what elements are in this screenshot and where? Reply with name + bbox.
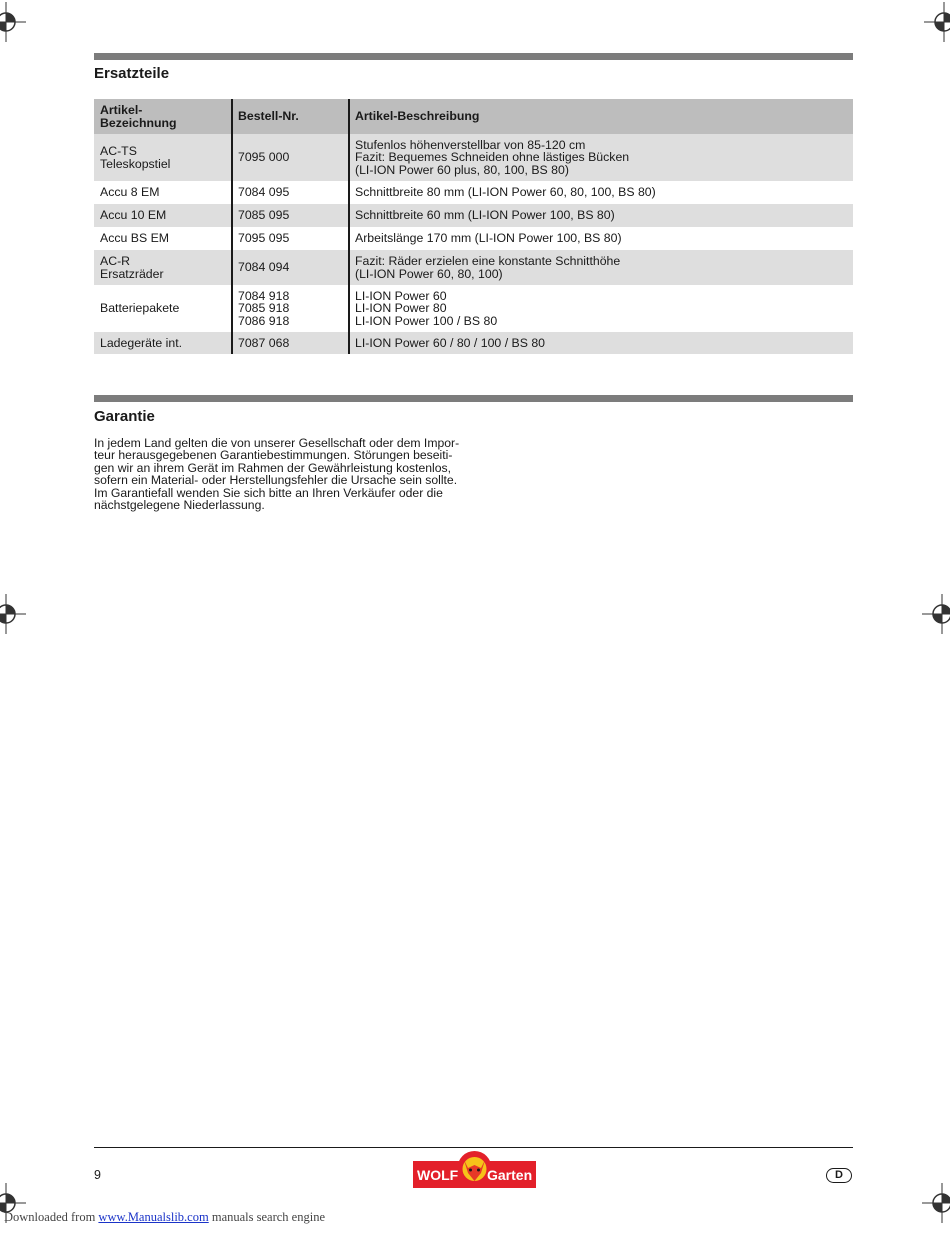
crop-mark-icon: [924, 2, 950, 42]
table-cell: 7084 095: [238, 185, 290, 200]
header-cell: Artikel- Bezeichnung: [100, 103, 177, 130]
table-header-row: [94, 99, 853, 134]
language-badge: D: [826, 1168, 852, 1183]
column-divider: [231, 99, 233, 354]
table-cell: AC-R Ersatzräder: [100, 254, 164, 281]
table-cell: 7095 095: [238, 231, 290, 246]
page-number: 9: [94, 1168, 101, 1182]
manualslib-link[interactable]: www.Manualslib.com: [98, 1210, 209, 1224]
header-cell: Bestell-Nr.: [238, 109, 299, 124]
table-cell: Batteriepakete: [100, 301, 180, 316]
table-cell: Ladegeräte int.: [100, 335, 183, 350]
table-cell: 7095 000: [238, 150, 290, 165]
crop-mark-icon: [0, 2, 26, 42]
table-cell: Schnittbreite 80 mm (LI-ION Power 60, 80, 100, BS 80): [355, 185, 656, 200]
column-divider: [348, 99, 350, 354]
table-row: [94, 134, 853, 181]
table-cell: Fazit: Räder erzielen eine konstante Schnitthöhe (LI-ION Power 60, 80, 100): [355, 254, 621, 281]
table-cell: Accu 8 EM: [100, 185, 160, 200]
crop-mark-icon: [922, 594, 950, 634]
table-cell: 7084 918 7085 918 7086 918: [238, 288, 290, 328]
logo-text-garten: Garten: [487, 1167, 533, 1183]
download-note: Downloaded from www.Manualslib.com manuals search engine: [4, 1210, 325, 1224]
ersatzteile-heading: Ersatzteile: [94, 65, 170, 82]
table-row: [94, 285, 853, 332]
garantie-paragraph: In jedem Land gelten die von unserer Gesellschaft oder dem Impor- teur herausgegebenen Garantiebestimmungen. Störungen beseiti- gen wir an ihrem Gerät im Rahmen der Gewährleistung kostenlos, sofern ein Material- oder Herstellungsfehler die Ursache sein sollte. Im Garantiefall wenden Sie sich bitte an Ihren Verkäufer oder die nächstgelegene Niederlassung.: [94, 436, 460, 513]
parts-table: [94, 99, 853, 354]
table-row: [94, 227, 853, 250]
section-bar: [94, 395, 853, 402]
logo-text-wolf: WOLF: [417, 1167, 459, 1183]
section-bar: [94, 53, 853, 60]
table-row: [94, 332, 853, 354]
crop-mark-icon: [0, 594, 26, 634]
garantie-heading: Garantie: [94, 408, 155, 425]
table-row: [94, 250, 853, 285]
header-cell: Artikel-Beschreibung: [355, 109, 480, 124]
table-cell: 7087 068: [238, 335, 290, 350]
crop-mark-icon: [922, 1183, 950, 1223]
table-cell: 7084 094: [238, 260, 290, 275]
footer-rule: [94, 1147, 853, 1148]
table-cell: 7085 095: [238, 208, 290, 223]
wolf-garten-logo: [413, 1149, 536, 1189]
table-cell: Arbeitslänge 170 mm (LI-ION Power 100, BS 80): [355, 231, 622, 246]
table-cell: Schnittbreite 60 mm (LI-ION Power 100, BS 80): [355, 208, 615, 223]
table-cell: LI-ION Power 60 / 80 / 100 / BS 80: [355, 335, 546, 350]
table-cell: Accu BS EM: [100, 231, 170, 246]
table-cell: Stufenlos höhenverstellbar von 85-120 cm Fazit: Bequemes Schneiden ohne lästiges Bücken (LI-ION Power 60 plus, 80, 100, BS 80): [355, 137, 630, 177]
table-row: [94, 204, 853, 227]
table-row: [94, 181, 853, 204]
table-cell: Accu 10 EM: [100, 208, 167, 223]
table-cell: LI-ION Power 60 LI-ION Power 80 LI-ION Power 100 / BS 80: [355, 288, 498, 328]
table-cell: AC-TS Teleskopstiel: [100, 144, 171, 171]
